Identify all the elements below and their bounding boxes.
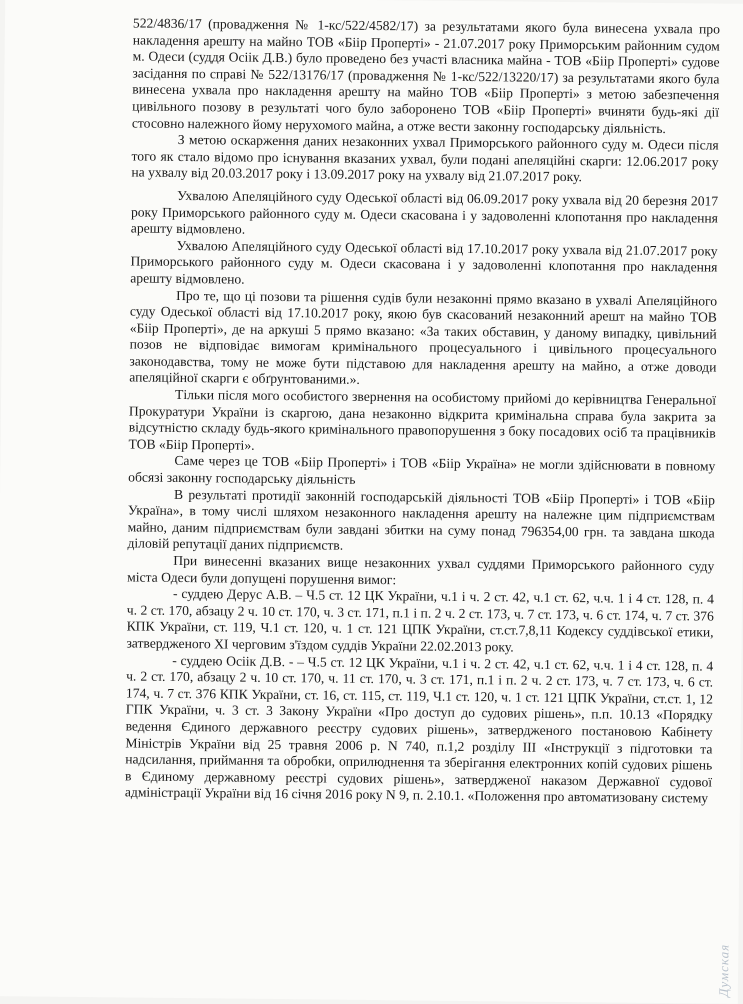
- paragraph-appeal-ruling-2: Ухвалою Апеляційного суду Одеської області від 17.10.2017 року ухвала від 21.07.2017 року Приморського районного суду м. Одеси скасована і у задоволенні клопотання про накладення арешту відмовлено.: [130, 237, 718, 287]
- document-body: [125, 15, 720, 807]
- paragraph-judge-derus: - суддею Дерус А.В. – Ч.5 ст. 12 ЦК України, ч.1 і ч. 2 ст. 42, ч.1 ст. 62, ч.ч. 1 і 4 ст. 128, п. 4 ч. 2 ст. 170, абзацу 2 ч. 10 ст. 170, ч. 3 ст. 171, п.1 і п. 2 ч. 2 ст. 173, ч. 7 ст. 173, ч. 6 ст. 174, ч. 7 ст. 376 КПК України, ст. 119, Ч.1 ст. 120, ч. 1 ст. 121 ЦПК України, ст.ст.7,8,11 Кодексу суддівської етики, затвердженого XI черговим з'їздом суддів України 22.02.2013 року.: [126, 586, 715, 655]
- watermark-logo: Думская: [715, 943, 732, 997]
- paragraph-judge-osiik: - суддею Осіік Д.В. - – Ч.5 ст. 12 ЦК України, ч.1 і ч. 2 ст. 42, ч.1 ст. 62, ч.ч. 1 і 4 ст. 128, п. 4 ч. 2 ст. 170, абзацу 2 ч. 10 ст. 170, ч. 11 ст. 170, ч. 3 ст. 171, п.1 і п. 2 ч. 2 ст. 173, ч. 7 ст. 173, ч. 6 ст. 174, ч. 7 ст. 376 КПК України, ст. 16, ст. 115, ст. 119, Ч.1 ст. 120, ч. 1 ст. 121 ЦПК України, ст.ст. 1, 12 ГПК України, ч. 3 ст. 3 Закону України «Про доступ до судових рішень», п.п. 10.13 «Порядку ведення Єдиного державного реєстру судових рішень», затвердженого постановою Кабінету Міністрів України від 25 травня 2006 р. N 740, п.1,2 розділу ІІІ «Інструкції з підготовки та надсилання, приймання та обробки, оприлюднення та зберігання електронних копій судових рішень в Єдиному державному реєстрі судових рішень», затвердженої наказом Державної судової адміністрації України від 16 січня 2016 року N 9, п. 2.10.1. «Положення про автоматизовану систему: [124, 652, 714, 806]
- paragraph-damages: В результаті протидії законній господарській діяльності ТОВ «Біір Проперті» і ТОВ «Біір Україна», в тому числі шляхом незаконного накладення арешту на належне цим підприємствам майно, даним підприємствам були завдані збитки на суму понад 796354,00 грн. та завдана шкода діловій репутації даних підприємств.: [127, 486, 716, 554]
- paragraph-appeal-ruling-1: Ухвалою Апеляційного суду Одеської області від 06.09.2017 року ухвала від 20 березня 2017 року Приморського районного суду м. Одеси скасована і у задоволенні клопотання про накладення арешту відмовлено.: [130, 187, 719, 237]
- paragraph-appeals: З метою оскарження даних незаконних ухвал Приморського районного суду м. Одеси після того як стало відомо про існування вказаних ухвал, були подані апеляційні скарги: 12.06.2017 року на ухвалу від 20.03.2017 року і 13.09.2017 року на ухвалу від 21.07.2017 року.: [131, 132, 719, 185]
- paragraph-unlawful-claims: Про те, що ці позови та рішення судів були незаконні прямо вказано в ухвалі Апеляційного суду Одеської області від 17.10.2017 року, якою був скасований незаконний арешт на майно ТОВ «Біір Проперті», де на аркуші 5 прямо вказано: «За таких обставин, у даному випадку, цивільний позов не відповідає вимогам кримінального процесуального і цивільного процесуального законодавства, тому не може бути підставою для накладення арешту на майно, а отже доводи апеляційної скарги є обґрунтованими.».: [129, 287, 718, 388]
- paragraph-prosecutor-appeal: Тільки після мого особистого звернення на особистому прийомі до керівництва Генеральної Прокуратури України із скаргою, дана незаконно відкрита кримінальна справа була закрита за відсутністю складу будь-якого кримінального правопорушення з боку посадових осіб та працівників ТОВ «Біір Проперті».: [128, 387, 717, 453]
- paragraph-business-impact: Саме через це ТОВ «Біір Проперті» і ТОВ «Біір Україна» не могли здійснювати в повному обсязі законну господарську діяльність: [128, 453, 716, 487]
- paragraph-arrest-rulings: 522/4836/17 (провадження № 1-кс/522/4582/17) за результатами якого була винесена ухвала про накладення арешту на майно ТОВ «Біір Проперті» - 21.07.2017 року Приморським районним судом м. Одеси (суддя Осіік Д.В.) було проведено без участі власника майна - ТОВ «Біір Проперті» судове засідання по справі № 522/13176/17 (провадження № 1-кс/522/13220/17) за результатами якого була винесена ухвала про накладення арешту на майно ТОВ «Біір Проперті» з метою забезпечення цивільного позову в результаті чого було заборонено ТОВ «Біір Проперті» вчиняти будь-які дії стосовно належного йому нерухомого майна, а отже вести законну господарську діяльність.: [131, 15, 721, 136]
- paragraph-violations-intro: При винесенні вказаних вище незаконних ухвал суддями Приморського районного суду міста Одеси були допущені порушення вимог:: [127, 552, 715, 587]
